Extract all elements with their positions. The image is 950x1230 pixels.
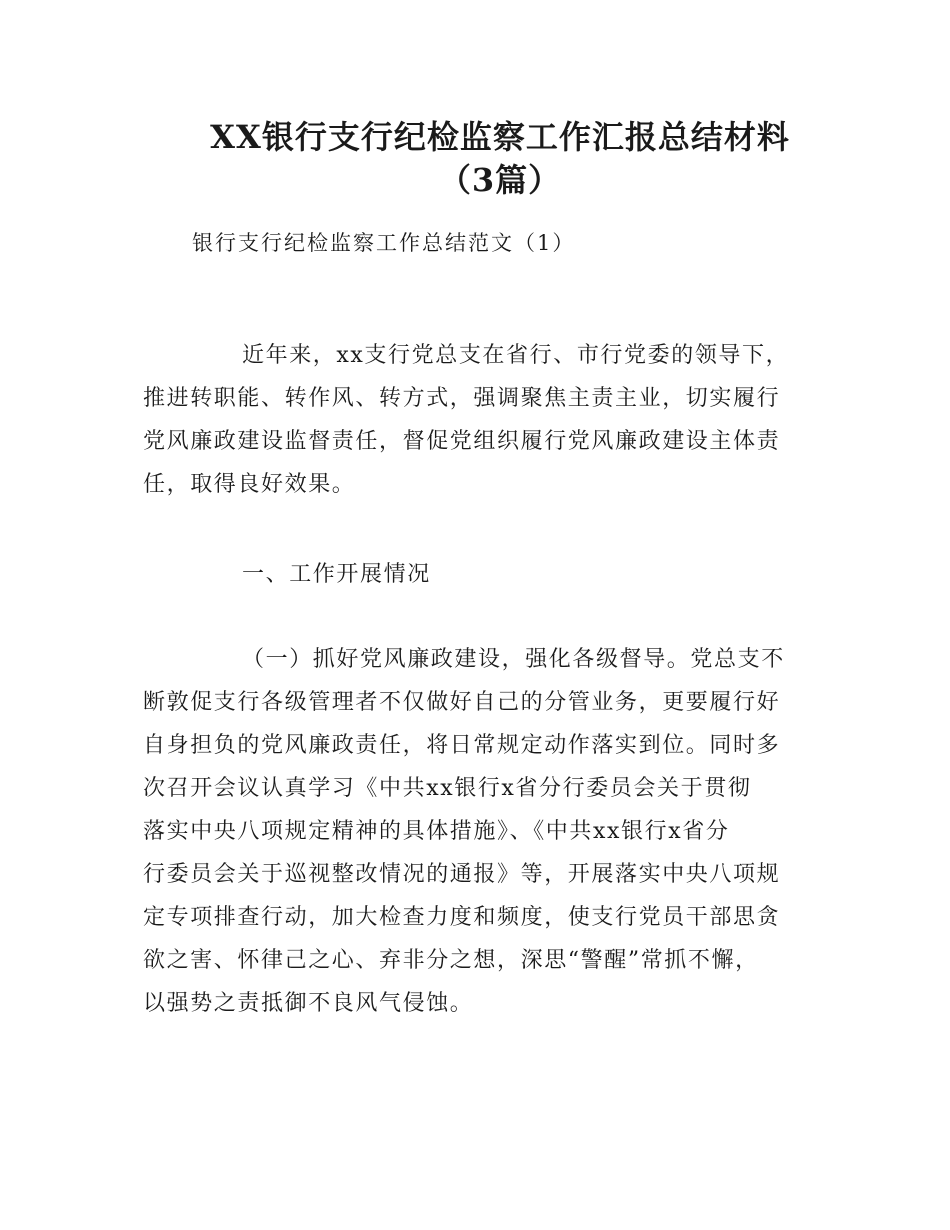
paragraph-1-line: 任，取得良好效果。 [143, 472, 356, 497]
paragraph-2-line: 定专项排查行动，加大检查力度和频度，使支行党员干部思贪 [143, 905, 781, 930]
paragraph-2-line: 次召开会议认真学习《中共xx银行x省分行委员会关于贯彻 [143, 776, 752, 801]
paragraph-2-line: 落实中央八项规定精神的具体措施》、《中共xx银行x省分 [143, 819, 730, 844]
paragraph-1-line: 党风廉政建设监督责任，督促党组织履行党风廉政建设主体责 [143, 429, 781, 454]
section-subtitle: 银行支行纪检监察工作总结范文（1） [192, 231, 576, 255]
paragraph-2-line: 行委员会关于巡视整改情况的通报》等，开展落实中央八项规 [143, 862, 781, 887]
paragraph-2-line: 欲之害、怀律己之心、弃非分之想，深思“警醒”常抓不懈， [143, 948, 759, 973]
paragraph-1-line: 推进转职能、转作风、转方式，强调聚焦主责主业，切实履行 [143, 386, 781, 411]
paragraph-2-line: 断敦促支行各级管理者不仅做好自己的分管业务，更要履行好 [143, 690, 781, 715]
document-title-count: （3篇） [438, 161, 562, 199]
document-title: XX银行支行纪检监察工作汇报总结材料 [210, 118, 790, 156]
section-heading: 一、工作开展情况 [242, 562, 431, 587]
paragraph-2-line: 以强势之责抵御不良风气侵蚀。 [143, 991, 474, 1016]
paragraph-2-line: 自身担负的党风廉政责任，将日常规定动作落实到位。同时多 [143, 733, 781, 758]
paragraph-1-line: 近年来，xx支行党总支在省行、市行党委的领导下， [242, 343, 790, 368]
paragraph-2-line: （一）抓好党风廉政建设，强化各级督导。党总支不 [242, 647, 785, 672]
